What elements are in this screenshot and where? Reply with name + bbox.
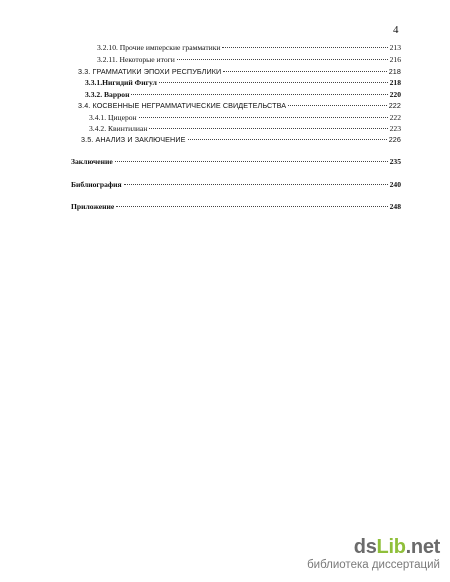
toc-entry[interactable] — [89, 124, 401, 133]
dot-leader — [131, 94, 387, 95]
toc-entry[interactable] — [89, 113, 401, 122]
toc-entry-title: 3.3.1.Нигидий Фигул — [85, 78, 157, 87]
dslib-watermark — [270, 536, 440, 576]
toc-entry-title: 3.3.2. Варрон — [85, 90, 130, 99]
toc-entry-page: 218 — [389, 78, 401, 87]
toc-entry[interactable] — [78, 101, 401, 110]
logo-ds: ds — [353, 536, 377, 558]
toc-entry-title: 3.4.1. Цицерон — [89, 113, 137, 122]
dot-leader — [149, 128, 387, 129]
toc-entry-page: 222 — [389, 113, 401, 122]
toc-entry[interactable] — [71, 157, 401, 166]
watermark-subtitle: библиотека диссертаций — [307, 559, 440, 571]
dot-leader — [188, 139, 387, 140]
dot-leader — [124, 184, 388, 185]
toc-entry-title: Заключение — [71, 157, 113, 166]
toc-entry-page: 222 — [388, 101, 401, 110]
toc-entry-title: Приложение — [71, 202, 115, 211]
toc-entry[interactable] — [71, 180, 401, 189]
toc-entry[interactable] — [81, 135, 401, 144]
dot-leader — [115, 161, 388, 162]
toc-entry-page: 213 — [389, 43, 401, 52]
toc-entry-title: 3.5. АНАЛИЗ И ЗАКЛЮЧЕНИЕ — [81, 135, 186, 144]
toc-entry-title: 3.3. ГРАММАТИКИ ЭПОХИ РЕСПУБЛИКИ — [78, 67, 222, 76]
dot-leader — [159, 82, 388, 83]
toc-entry-page: 240 — [389, 180, 401, 189]
toc-entry-title: Библиография — [71, 180, 122, 189]
toc-entry[interactable] — [78, 67, 401, 76]
toc-entry[interactable] — [97, 43, 401, 52]
dot-leader — [223, 71, 386, 72]
toc-entry-page: 223 — [389, 124, 401, 133]
table-of-contents — [0, 0, 450, 240]
toc-entry-page: 216 — [389, 55, 401, 64]
toc-entry-page: 248 — [389, 202, 401, 211]
dot-leader — [139, 117, 388, 118]
toc-entry-page: 218 — [388, 67, 401, 76]
dot-leader — [116, 206, 387, 207]
toc-entry-title: 3.4. КОСВЕННЫЕ НЕГРАММАТИЧЕСКИЕ СВИДЕТЕЛЬСТВА — [78, 101, 287, 110]
toc-entry-page: 220 — [389, 90, 401, 99]
logo-lib: Lib — [376, 536, 406, 558]
toc-entry-page: 226 — [388, 135, 401, 144]
dot-leader — [222, 47, 387, 48]
logo-net: .net — [405, 536, 440, 558]
dslib-logo — [270, 536, 440, 558]
dot-leader — [177, 59, 388, 60]
dot-leader — [288, 105, 387, 106]
toc-entry-page: 235 — [389, 157, 401, 166]
toc-entry[interactable] — [71, 202, 401, 211]
page-number: 4 — [393, 24, 399, 36]
toc-entry-title: 3.2.10. Прочие имперские грамматики — [97, 43, 221, 52]
toc-entry[interactable] — [97, 55, 401, 64]
toc-entry-title: 3.2.11. Некоторые итоги — [97, 55, 175, 64]
toc-entry[interactable] — [85, 90, 401, 99]
toc-entry[interactable] — [85, 78, 401, 87]
toc-entry-title: 3.4.2. Квинтилиан — [89, 124, 148, 133]
